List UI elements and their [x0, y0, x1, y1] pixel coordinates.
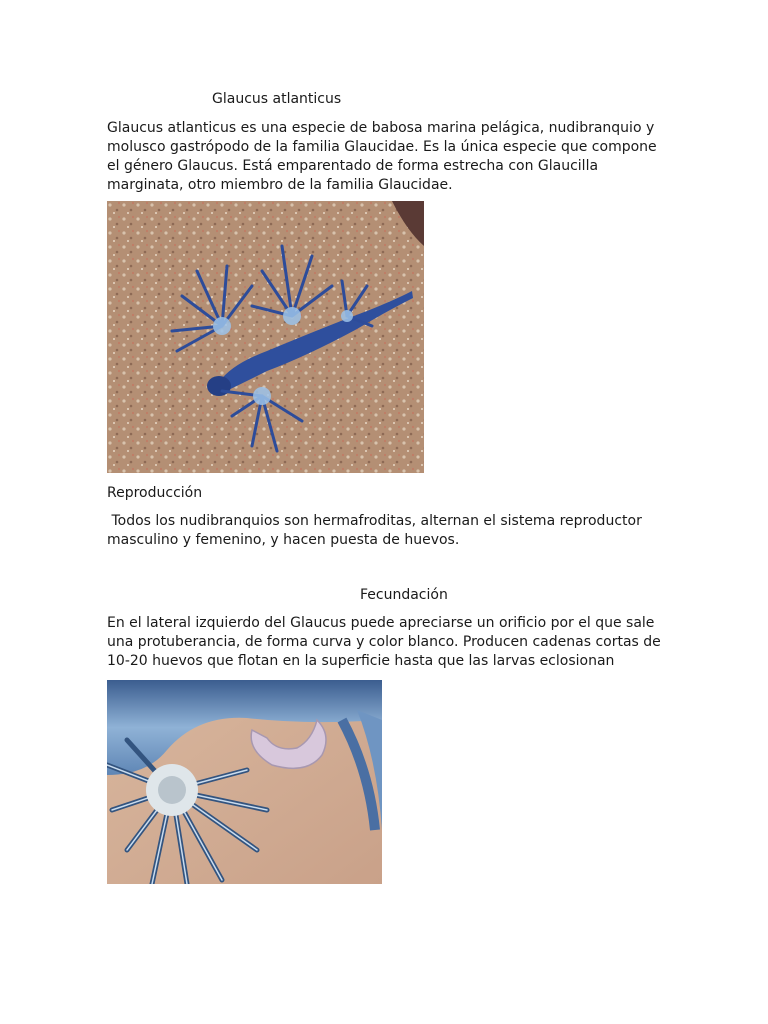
fecundation-line: En el lateral izquierdo del Glaucus puede apreciarse un orificio por el que sale [107, 615, 655, 631]
reproduction-line: masculino y femenino, y hacen puesta de huevos. [107, 532, 460, 548]
reproduction-paragraph [107, 512, 667, 550]
intro-line: el género Glaucus. Está emparentado de forma estrecha con Glaucilla [107, 158, 599, 174]
page-title: Glaucus atlanticus [212, 91, 342, 107]
glaucus-closeup-photo [107, 680, 382, 884]
intro-line: Glaucus atlanticus es una especie de babosa marina pelágica, nudibranquio y [107, 120, 655, 136]
intro-paragraph [107, 119, 667, 195]
fecundation-line: 10-20 huevos que flotan en la superficie hasta que las larvas eclosionan [107, 653, 615, 669]
fecundation-heading: Fecundación [360, 587, 448, 603]
intro-line: marginata, otro miembro de la familia Glaucidae. [107, 177, 453, 193]
glaucus-photo [107, 201, 424, 473]
fecundation-line: una protuberancia, de forma curva y color blanco. Producen cadenas cortas de [107, 634, 661, 650]
intro-line: molusco gastrópodo de la familia Glaucidae. Es la única especie que compone [107, 139, 657, 155]
fecundation-paragraph [107, 614, 667, 671]
reproduction-line: Todos los nudibranquios son hermafroditas, alternan el sistema reproductor [107, 513, 642, 529]
reproduction-heading: Reproducción [107, 485, 203, 501]
